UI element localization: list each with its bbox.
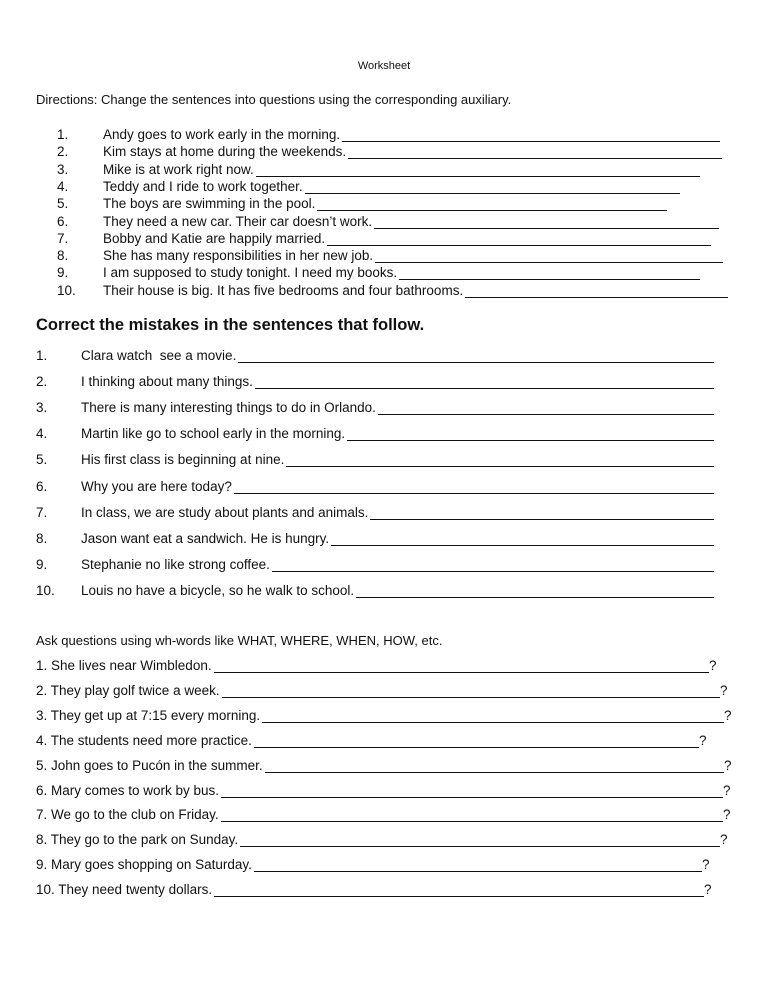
section-heading-wh-questions: Ask questions using wh-words like WHAT, WHERE, WHEN, HOW, etc.	[36, 633, 443, 648]
answer-line[interactable]	[286, 452, 714, 467]
item-text: She has many responsibilities in her new job.	[103, 248, 374, 264]
list-item	[36, 832, 238, 849]
item-text: 9. Mary goes shopping on Saturday.	[36, 857, 252, 873]
answer-line[interactable]	[347, 426, 714, 441]
answer-line[interactable]	[222, 683, 720, 698]
item-text: 10. They need twenty dollars.	[36, 882, 213, 898]
answer-line[interactable]	[221, 783, 723, 798]
item-number: 1.	[36, 348, 48, 363]
answer-line[interactable]	[327, 231, 711, 246]
item-text: His first class is beginning at nine.	[81, 452, 285, 468]
answer-line[interactable]	[317, 196, 667, 211]
list-item	[36, 733, 252, 750]
question-mark: ?	[702, 857, 710, 873]
item-number: 6.	[36, 478, 48, 494]
answer-line[interactable]	[254, 733, 699, 748]
item-text: There is many interesting things to do in Orlando.	[81, 400, 376, 416]
item-text: Clara watch see a movie.	[81, 348, 237, 363]
list-item	[36, 857, 252, 874]
question-mark: ?	[723, 782, 731, 798]
list-item	[36, 758, 263, 775]
section-heading-corrections: Correct the mistakes in the sentences that follow.	[36, 316, 425, 334]
question-mark: ?	[724, 757, 732, 773]
answer-line[interactable]	[370, 505, 714, 520]
answer-line[interactable]	[331, 531, 714, 546]
item-number: 8.	[57, 248, 69, 264]
item-text: Teddy and I ride to work together.	[103, 178, 303, 194]
list-item	[36, 683, 220, 700]
item-text: 4. The students need more practice.	[36, 732, 252, 748]
answer-line[interactable]	[374, 214, 719, 229]
item-text: 3. They get up at 7:15 every morning.	[36, 707, 261, 723]
answer-line[interactable]	[348, 144, 722, 159]
item-text: The boys are swimming in the pool.	[103, 196, 316, 212]
answer-line[interactable]	[378, 400, 714, 415]
answer-line[interactable]	[375, 248, 723, 263]
item-text: 1. She lives near Wimbledon.	[36, 658, 212, 673]
answer-line[interactable]	[465, 283, 728, 298]
item-number: 2.	[57, 144, 69, 160]
item-text: Andy goes to work early in the morning.	[103, 127, 341, 142]
item-number: 10.	[57, 282, 76, 298]
item-number: 5.	[36, 452, 48, 468]
item-number: 5.	[57, 196, 69, 212]
item-number: 4.	[57, 178, 69, 194]
answer-line[interactable]	[255, 374, 714, 389]
item-number: 7.	[36, 504, 48, 520]
item-text: I am supposed to study tonight. I need my books.	[103, 265, 398, 281]
item-number: 3.	[36, 400, 48, 416]
item-text: Bobby and Katie are happily married.	[103, 230, 326, 246]
item-text: Why you are here today?	[81, 478, 232, 494]
answer-line[interactable]	[356, 583, 714, 598]
item-number: 4.	[36, 426, 48, 442]
item-text: 6. Mary comes to work by bus.	[36, 782, 220, 798]
question-mark: ?	[720, 832, 728, 848]
list-item	[36, 708, 260, 725]
list-item	[36, 882, 212, 899]
answer-line[interactable]	[342, 127, 720, 142]
answer-line[interactable]	[305, 179, 680, 194]
item-text: I thinking about many things.	[81, 374, 253, 390]
item-number: 9.	[36, 556, 48, 572]
item-text: 2. They play golf twice a week.	[36, 682, 220, 698]
answer-line[interactable]	[214, 882, 704, 897]
item-number: 10.	[36, 582, 55, 598]
question-mark: ?	[699, 732, 707, 748]
item-number: 1.	[57, 127, 69, 142]
answer-line[interactable]	[399, 265, 700, 280]
answer-line[interactable]	[238, 348, 714, 363]
item-text: Kim stays at home during the weekends.	[103, 144, 347, 160]
item-text: Their house is big. It has five bedrooms and four bathrooms.	[103, 282, 464, 298]
item-text: Stephanie no like strong coffee.	[81, 556, 270, 572]
answer-line[interactable]	[272, 557, 714, 572]
answer-line[interactable]	[234, 479, 714, 494]
question-mark: ?	[720, 682, 728, 698]
item-number: 7.	[57, 230, 69, 246]
question-mark: ?	[723, 807, 731, 823]
answer-line[interactable]	[214, 658, 709, 673]
question-mark: ?	[709, 658, 717, 673]
item-number: 3.	[57, 161, 69, 177]
answer-line[interactable]	[240, 832, 720, 847]
answer-line[interactable]	[262, 708, 724, 723]
answer-line[interactable]	[265, 758, 724, 773]
list-item	[36, 658, 212, 675]
item-text: 7. We go to the club on Friday.	[36, 807, 219, 823]
question-mark: ?	[724, 707, 732, 723]
directions: Directions: Change the sentences into questions using the corresponding auxiliary.	[36, 92, 512, 107]
item-text: In class, we are study about plants and animals.	[81, 504, 369, 520]
page-title: Worksheet	[357, 60, 411, 72]
item-text: Mike is at work right now.	[103, 161, 254, 177]
item-number: 9.	[57, 265, 69, 281]
item-number: 6.	[57, 213, 69, 229]
item-text: Martin like go to school early in the morning.	[81, 426, 346, 442]
item-number: 8.	[36, 530, 48, 546]
item-text: They need a new car. Their car doesn’t work.	[103, 213, 373, 229]
answer-line[interactable]	[256, 162, 700, 177]
list-item	[36, 807, 219, 824]
list-item	[36, 783, 219, 800]
item-text: 5. John goes to Pucón in the summer.	[36, 757, 263, 773]
answer-line[interactable]	[221, 807, 723, 822]
item-text: Jason want eat a sandwich. He is hungry.	[81, 530, 330, 546]
item-text: 8. They go to the park on Sunday.	[36, 832, 239, 848]
item-number: 2.	[36, 374, 48, 390]
question-mark: ?	[704, 882, 712, 898]
item-text: Louis no have a bicycle, so he walk to school.	[81, 582, 355, 598]
answer-line[interactable]	[254, 857, 702, 872]
